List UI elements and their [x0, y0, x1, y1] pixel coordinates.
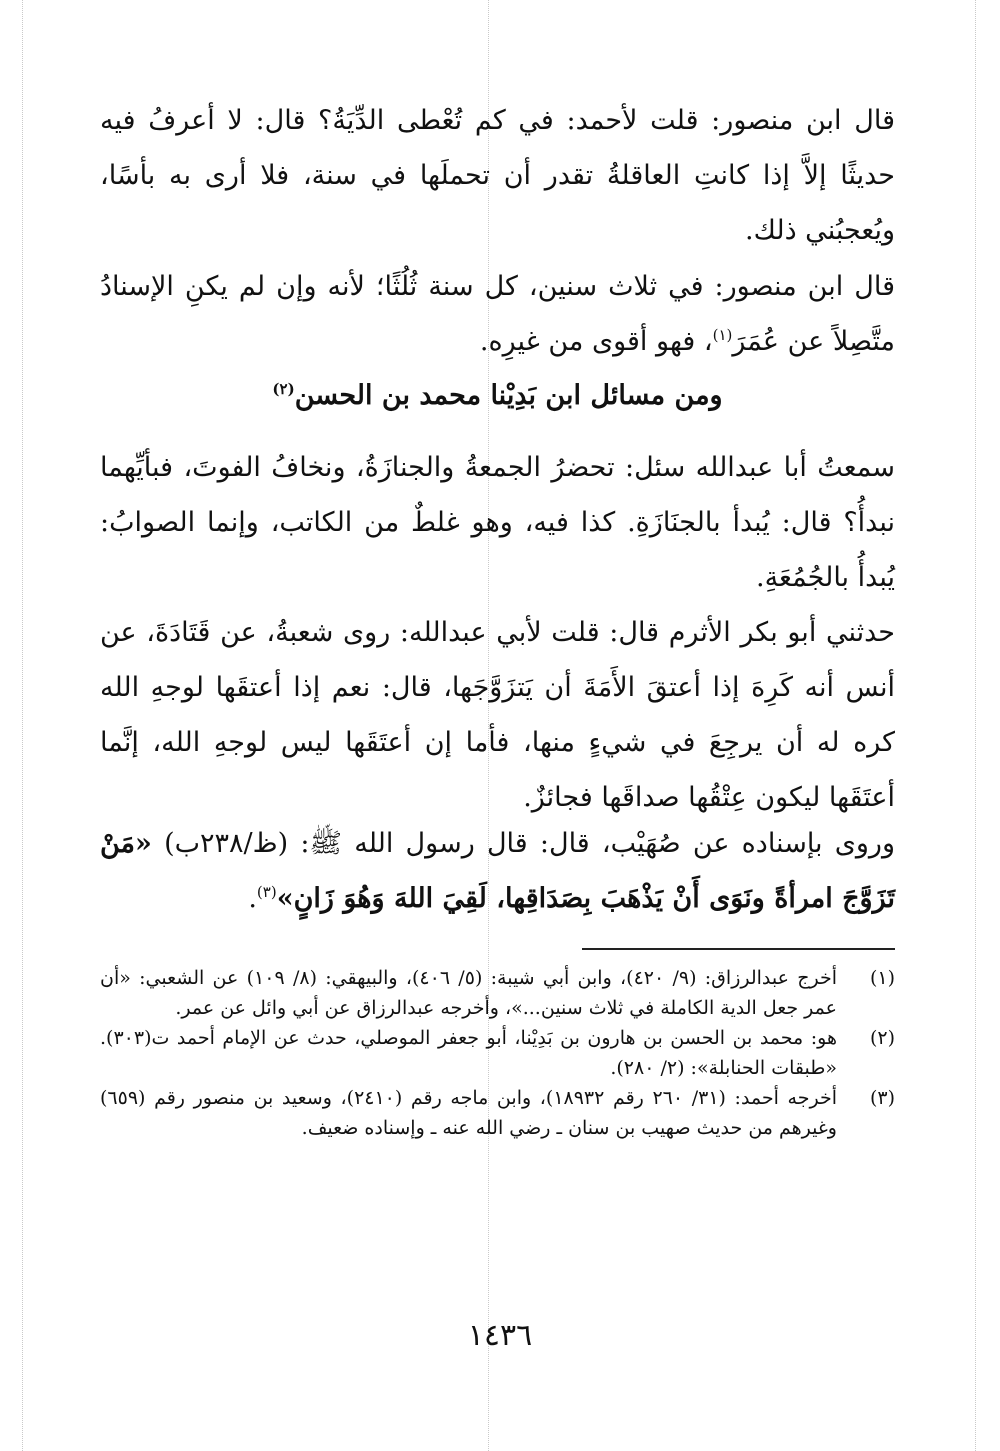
paragraph-4	[100, 605, 895, 825]
footnote-text: هو: محمد بن الحسن بن هارون بن بَدِيْنا، أبو جعفر الموصلي، حدث عن الإمام أحمد ت(٣٠٣). «طبقات الحنابلة»: (٢/ ٢٨٠).	[100, 1027, 837, 1079]
paragraph-3	[100, 440, 895, 605]
footnote-item	[100, 1083, 895, 1143]
paragraph-text: قال ابن منصور: قلت لأحمد: في كم تُعْطى الدِّيَةُ؟ قال: لا أعرفُ فيه حديثًا إلاَّ إذا كانتِ العاقلةُ تقدر أن تحملَها في سنة، فلا أرى به بأسًا، ويُعجبُني ذلك.	[100, 105, 895, 246]
paragraph-2	[100, 259, 895, 369]
paragraph-1	[100, 93, 895, 258]
heading-text: ومن مسائل ابن بَدِيْنا محمد بن الحسن	[294, 380, 723, 411]
paragraph-text: سمعتُ أبا عبدالله سئل: تحضرُ الجمعةُ والجنازَةُ، ونخافُ الفوتَ، فبأيِّهما نبدأُ؟ قال: يُبدأ بالجنَازَةِ. كذا فيه، وهو غلطٌ من الكاتب، وإنما الصوابُ: يُبدأُ بالجُمُعَةِ.	[100, 452, 895, 593]
paragraph-text-after: ، فهو أقوى من غيرِه.	[479, 326, 713, 357]
footnote-reference[interactable]: (٢)	[272, 380, 295, 398]
footnote-number: (٢)	[869, 1027, 895, 1049]
paragraph-text: قال ابن منصور: في ثلاث سنين، كل سنة ثُلُثًا؛ لأنه وإن لم يكنِ الإسنادُ متَّصِلاً عن عُمَرَ	[100, 271, 895, 357]
footnote-separator	[582, 948, 895, 950]
scan-guide-line	[975, 0, 976, 1451]
footnote-item	[100, 1023, 895, 1083]
footnote-reference[interactable]: (١)	[712, 326, 733, 344]
paragraph-5	[100, 816, 895, 926]
footnotes	[100, 963, 895, 1143]
footnote-text: أخرجه أحمد: (٣١/ ٢٦٠ رقم ١٨٩٣٢)، وابن ماجه رقم (٢٤١٠)، وسعيد بن منصور رقم (٦٥٩) وغيرهم من حديث صهيب بن سنان ـ رضي الله عنه ـ وإسناده ضعيف.	[100, 1087, 837, 1139]
paragraph-text: حدثني أبو بكر الأثرم قال: قلت لأبي عبدالله: روى شعبةُ، عن قَتَادَةَ، عن أنس أنه كَرِهَ إذا أعتقَ الأَمَةَ أن يَتزَوَّجَها، قال: نعم إذا أعتقَها لوجهِ الله كره له أن يرجِعَ في شيءٍ منها، فأما إن أعتَقَها ليس لوجهِ الله، إنَّما أعتَقَها ليكون عِتْقُها صداقَها فجائزٌ.	[100, 617, 895, 813]
footnote-reference[interactable]: (٣)	[256, 883, 277, 901]
footnote-item	[100, 963, 895, 1023]
scan-guide-line	[22, 0, 23, 1451]
paragraph-text-after: .	[248, 883, 257, 914]
footnote-text: أخرج عبدالرزاق: (٩/ ٤٢٠)، وابن أبي شيبة: (٥/ ٤٠٦)، والبيهقي: (٨/ ١٠٩) عن الشعبي: «أن عمر جعل الدية الكاملة في ثلاث سنين...»، وأخرجه عبدالرزاق عن أبي وائل عن عمر.	[100, 967, 838, 1019]
footnote-number: (١)	[869, 967, 895, 989]
page-number: ١٤٣٦	[467, 1318, 533, 1353]
paragraph-text: وروى بإسناده عن صُهَيْب، قال: قال رسول الله ﷺ: (ظ/٢٣٨ب)	[164, 828, 895, 859]
section-heading	[100, 368, 895, 423]
footnote-number: (٣)	[869, 1087, 895, 1109]
hadith-quote: «مَنْ تَزَوَّجَ امرأةً ونَوَى أَنْ يَذْهَبَ بِصَدَاقِها، لَقِيَ اللهَ وَهُوَ زَانٍ»	[100, 828, 895, 914]
